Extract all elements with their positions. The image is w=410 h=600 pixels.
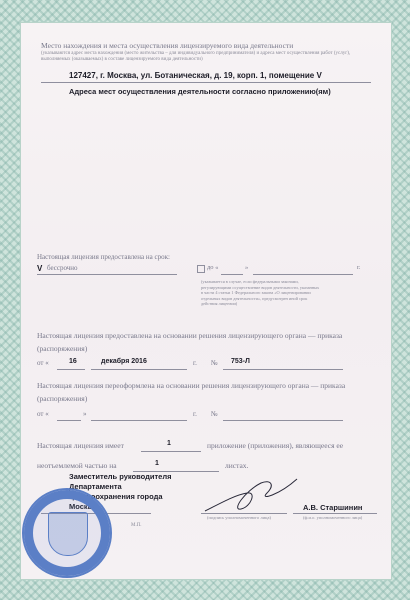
- basis2-text: Настоящая лицензия переоформлена на основании решения лицензирующего органа — приказа (распоряжения): [37, 381, 346, 403]
- location-label: Место нахождения и места осуществления лицензируемого вида деятельности: [41, 41, 294, 50]
- basis1-month-year: декабря 2016: [101, 358, 147, 365]
- unlimited-underline: [37, 274, 177, 275]
- basis2-from: от «: [37, 410, 49, 418]
- signer-name: А.В. Старшинин: [303, 503, 363, 512]
- basis1-day-line: [57, 369, 85, 370]
- unlimited-label: бессрочно: [47, 264, 78, 272]
- signer-position-2: Департамента: [69, 482, 122, 491]
- until-year-suffix: г.: [357, 264, 361, 271]
- address-line: 127427, г. Москва, ул. Ботаническая, д. 19, корп. 1, помещение V: [69, 71, 322, 80]
- appendix-part-prefix: неотъемлемой частью на: [37, 461, 117, 470]
- basis2-quote: »: [83, 410, 87, 418]
- signature-underline: [201, 513, 287, 514]
- checkbox-until: [197, 265, 205, 273]
- official-seal: [22, 488, 112, 578]
- basis2-number-line: [223, 420, 343, 421]
- appendix-sheets-suffix: листах.: [225, 461, 249, 470]
- appendix-has-suffix: приложение (приложения), являющееся ее: [207, 441, 344, 450]
- until-month-line: [253, 274, 353, 275]
- basis1-number: 753-Л: [231, 358, 250, 365]
- term-label: Настоящая лицензия предоставлена на срок:: [37, 253, 170, 261]
- basis1-day: 16: [69, 358, 77, 365]
- signer-position-4: Москвы: [69, 502, 99, 511]
- basis2-year-suffix: г.: [193, 410, 197, 418]
- basis2-day-line: [57, 420, 81, 421]
- location-note: (указываются адрес места нахождения (место жительства – для индивидуального предпринимателя) и адреса мест осуществления работ (услуг), выполняемых (оказываемых) в составе лицензируемого вида деятельности): [41, 51, 351, 62]
- until-prefix: до «: [207, 264, 219, 271]
- checkmark-unlimited: V: [37, 264, 43, 273]
- until-quote: »: [245, 264, 249, 271]
- name-underline: [293, 513, 377, 514]
- basis1-text: Настоящая лицензия предоставлена на основании решения лицензирующего органа — приказа (распоряжения): [37, 331, 343, 353]
- appendix-has-prefix: Настоящая лицензия имеет: [37, 441, 124, 450]
- appendix-count-line: [141, 451, 201, 452]
- signer-position-3: здравоохранения города: [69, 492, 163, 501]
- basis1-year-suffix: г.: [193, 359, 197, 367]
- appendix-sheets: 1: [155, 460, 159, 467]
- addresses-reference: Адреса мест осуществления деятельности согласно приложению(ям): [69, 87, 331, 96]
- basis1-month-line: [91, 369, 187, 370]
- basis2-no: №: [211, 410, 218, 418]
- signer-position-1: Заместитель руководителя: [69, 472, 172, 481]
- basis1-no: №: [211, 359, 218, 367]
- until-day-line: [221, 274, 243, 275]
- basis2-month-line: [91, 420, 187, 421]
- appendix-count: 1: [167, 440, 171, 447]
- seal-coat-of-arms: [48, 512, 88, 556]
- address-underline: [41, 82, 371, 83]
- signature-caption: (подпись уполномоченного лица): [207, 515, 271, 520]
- handwritten-signature: [201, 473, 301, 517]
- term-note: (указывается в случае, если федеральными законами, регулирующими осуществление видов деятельности, указанных в части 4 статьи 1 Федерального закона «О лицензировании отдельных видов деятельности», предусмотрен иной срок действия лицензии): [201, 279, 320, 306]
- basis1-number-line: [223, 369, 343, 370]
- mp-mark: М.П.: [131, 523, 142, 528]
- name-caption: (ф.и.о. уполномоченного лица): [303, 515, 363, 520]
- basis1-from: от «: [37, 359, 49, 367]
